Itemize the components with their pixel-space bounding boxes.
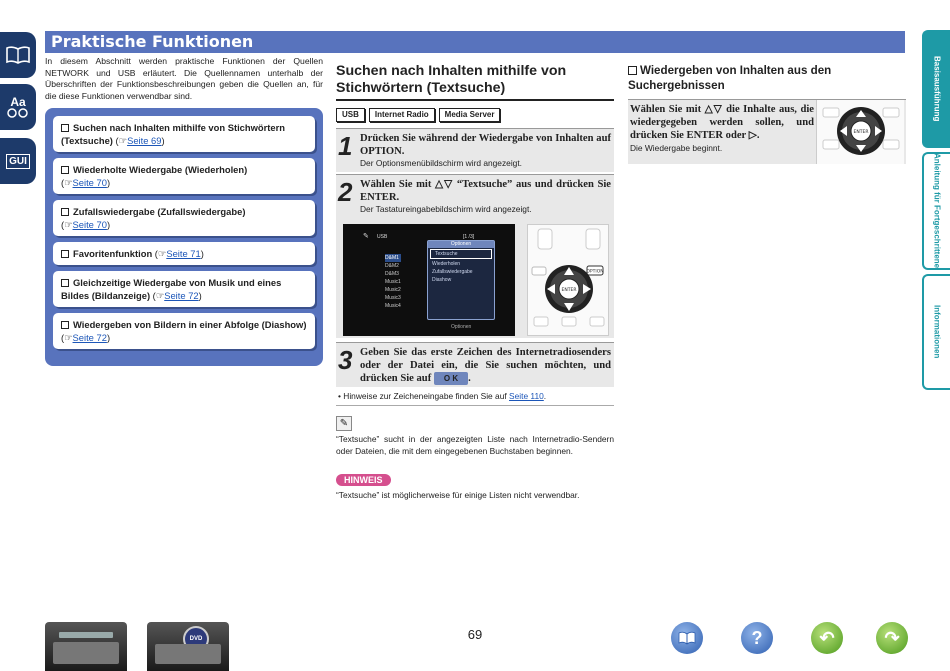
ref-open: ( bbox=[152, 248, 158, 259]
step-instruction: Wählen Sie mit △▽ die Inhalte aus, die wiedergegeben werden sollen, und drücken Sie ENTER oder ▷. bbox=[630, 104, 814, 141]
list-item: D&M3 bbox=[385, 271, 399, 277]
subsection-title-text: Wiedergeben von Inhalten aus den Suchergebnissen bbox=[628, 64, 832, 92]
toc-label: Suchen nach Inhalten mithilfe von Stichwörtern (Textsuche) bbox=[61, 122, 286, 146]
options-screen-illustration bbox=[343, 224, 515, 336]
list-item: Music4 bbox=[385, 303, 401, 309]
step-result: Die Wiedergabe beginnt. bbox=[630, 143, 723, 153]
screen-source: USB bbox=[377, 234, 388, 240]
section-title: Suchen nach Inhalten mithilfe von Stichwörtern (Textsuche) bbox=[336, 63, 614, 101]
tag-internet-radio: Internet Radio bbox=[369, 108, 435, 122]
toc-label: Favoritenfunktion bbox=[73, 248, 153, 259]
popup-title: Optionen bbox=[428, 241, 494, 248]
ref-open: ( bbox=[61, 177, 65, 188]
checkbox-icon bbox=[61, 166, 69, 174]
step-instruction: Wählen Sie mit △▽ “Textsuche” aus und drücken Sie ENTER. bbox=[360, 179, 611, 203]
screen-page: [1 /3] bbox=[463, 234, 475, 240]
page-number: 69 bbox=[467, 627, 483, 642]
input-hint: • Hinweise zur Zeicheneingabe finden Sie auf Seite 110. bbox=[338, 391, 547, 401]
tab-label: Anleitung für Fortgeschrittene bbox=[932, 153, 942, 269]
back-icon[interactable]: ↶ bbox=[811, 622, 843, 654]
enter-key-label: ENTER bbox=[853, 130, 869, 135]
step-3 bbox=[336, 342, 614, 387]
hinweis-text: “Textsuche” ist möglicherweise für einige Listen nicht verwendbar. bbox=[336, 490, 580, 500]
tab-informationen[interactable] bbox=[922, 274, 950, 390]
toc-item-favoriten[interactable] bbox=[53, 242, 315, 265]
step-number: 2 bbox=[338, 177, 353, 207]
remote-control-illustration bbox=[527, 224, 609, 336]
tab-basisausfuehrung[interactable] bbox=[922, 30, 950, 148]
receiver-device-image[interactable] bbox=[45, 622, 127, 671]
hint-text: Hinweise zur Zeicheneingabe finden Sie auf bbox=[343, 391, 510, 401]
ref-open: ( bbox=[112, 135, 119, 146]
enter-key-label: ENTER bbox=[561, 288, 577, 293]
pencil-icon: ✎ bbox=[363, 233, 369, 240]
hand-pointer-icon: ☞ bbox=[64, 177, 73, 188]
title-band bbox=[45, 31, 905, 53]
tab-label: Basisausführung bbox=[932, 56, 942, 122]
remote-control-illustration bbox=[816, 100, 904, 164]
forward-icon[interactable]: ↷ bbox=[876, 622, 908, 654]
ref-close: ) bbox=[198, 290, 202, 301]
ref-open: ( bbox=[150, 290, 156, 301]
gui-label: GUI bbox=[6, 154, 30, 169]
page-title: Praktische Funktionen bbox=[51, 32, 254, 51]
note-pencil-icon: ✎ bbox=[336, 416, 352, 431]
toc-label: Wiederholte Wiedergabe (Wiederholen) bbox=[73, 164, 248, 175]
hand-pointer-icon: ☞ bbox=[155, 290, 165, 301]
intro-text: In diesem Abschnitt werden praktische Funktionen der Quellen NETWORK und USB erläutert. Die Quellennamen unterhalb der Überschriften der Funktionsbeschreibungen geben die Quellen an, für die diese Funktionen verwendbar sind. bbox=[45, 56, 323, 101]
tag-usb: USB bbox=[336, 108, 365, 122]
page-link[interactable]: Seite 72 bbox=[72, 332, 107, 343]
step-1 bbox=[336, 128, 614, 172]
toc-item-textsuche[interactable] bbox=[53, 116, 315, 152]
ref-open: ( bbox=[61, 332, 65, 343]
page-link[interactable]: Seite 70 bbox=[72, 177, 107, 188]
screen-footer: Optionen bbox=[451, 324, 472, 330]
checkbox-icon bbox=[61, 279, 69, 287]
manual-book-icon[interactable] bbox=[0, 32, 36, 78]
hand-pointer-icon: ☞ bbox=[118, 135, 128, 146]
tag-media-server: Media Server bbox=[439, 108, 501, 122]
checkbox-icon bbox=[628, 66, 637, 75]
list-item: D&M1 bbox=[385, 255, 399, 261]
step-instruction-text: Geben Sie das erste Zeichen des Internetradiosenders oder der Datei ein, die Sie suchen möchten, und drücken Sie auf bbox=[360, 347, 611, 384]
options-popup bbox=[427, 240, 495, 320]
step-number: 1 bbox=[338, 131, 353, 161]
subsection-title bbox=[628, 63, 906, 93]
screen-file-list bbox=[385, 254, 401, 310]
toc-label: Wiedergeben von Bildern in einer Abfolge (Diashow) bbox=[73, 319, 307, 330]
checkbox-icon bbox=[61, 250, 69, 258]
toc-item-diashow[interactable] bbox=[53, 313, 315, 349]
step-instruction-tail: . bbox=[468, 373, 471, 384]
step-number: 3 bbox=[338, 345, 353, 375]
list-item: D&M2 bbox=[385, 263, 399, 269]
source-tags bbox=[336, 108, 500, 122]
hand-pointer-icon: ☞ bbox=[64, 332, 73, 343]
toc-item-zufall[interactable] bbox=[53, 200, 315, 236]
toc-item-wiederholen[interactable] bbox=[53, 158, 315, 194]
page-link[interactable]: Seite 69 bbox=[127, 135, 162, 146]
hand-pointer-icon: ☞ bbox=[64, 219, 73, 230]
gui-icon[interactable] bbox=[0, 138, 36, 184]
ok-key: O K bbox=[434, 372, 468, 385]
step-instruction: Drücken Sie während der Wiedergabe von Inhalten auf OPTION. bbox=[360, 133, 611, 157]
toc-label: Gleichzeitige Wiedergabe von Musik und eines Bildes (Bildanzeige) bbox=[61, 277, 282, 301]
tab-fortgeschrittene[interactable] bbox=[922, 152, 950, 270]
checkbox-icon bbox=[61, 208, 69, 216]
player-device-image[interactable] bbox=[147, 622, 229, 671]
divider bbox=[336, 405, 614, 406]
step-result: Der Optionsmenübildschirm wird angezeigt. bbox=[360, 158, 522, 168]
list-item: Music3 bbox=[385, 295, 401, 301]
ref-close: ) bbox=[106, 332, 111, 343]
dvd-label: DVD bbox=[183, 626, 209, 652]
note-text: “Textsuche” sucht in der angezeigten Liste nach Internetradio-Sendern oder Dateien, die mit dem eingegebenen Buchstaben beginnen. bbox=[336, 434, 614, 456]
ref-close: ) bbox=[200, 248, 204, 259]
hinweis-badge: HINWEIS bbox=[336, 474, 391, 486]
page-link[interactable]: Seite 110 bbox=[509, 391, 544, 401]
ref-close: ) bbox=[106, 177, 111, 188]
toc-label: Zufallswiedergabe (Zufallswiedergabe) bbox=[73, 206, 246, 217]
hand-pointer-icon: ☞ bbox=[157, 248, 167, 259]
checkbox-icon bbox=[61, 321, 69, 329]
toc-item-bildanzeige[interactable] bbox=[53, 271, 315, 307]
page-link[interactable]: Seite 70 bbox=[72, 219, 107, 230]
step-result: Der Tastatureingabebildschirm wird angezeigt. bbox=[360, 204, 532, 214]
ref-close: ) bbox=[161, 135, 165, 146]
list-item: Music2 bbox=[385, 287, 401, 293]
step-instruction bbox=[360, 346, 614, 385]
page-link[interactable]: Seite 71 bbox=[166, 248, 201, 259]
playback-instruction bbox=[628, 99, 906, 164]
popup-item: Zufallswiedergabe bbox=[432, 269, 473, 275]
popup-item: Diashow bbox=[432, 277, 452, 283]
page-link[interactable]: Seite 72 bbox=[164, 290, 199, 301]
glossary-icon[interactable] bbox=[0, 84, 36, 130]
popup-item: Wiederholen bbox=[432, 261, 461, 267]
ref-open: ( bbox=[61, 219, 65, 230]
book-icon[interactable] bbox=[671, 622, 703, 654]
help-icon[interactable]: ? bbox=[741, 622, 773, 654]
function-list bbox=[45, 108, 323, 366]
popup-item-textsuche: Textsuche bbox=[430, 249, 492, 259]
ref-close: ) bbox=[106, 219, 111, 230]
option-key-label: OPTION bbox=[586, 269, 604, 275]
glossary-label: Aa bbox=[10, 95, 26, 109]
tab-label: Informationen bbox=[932, 305, 942, 359]
list-item: Music1 bbox=[385, 279, 401, 285]
checkbox-icon bbox=[61, 124, 69, 132]
